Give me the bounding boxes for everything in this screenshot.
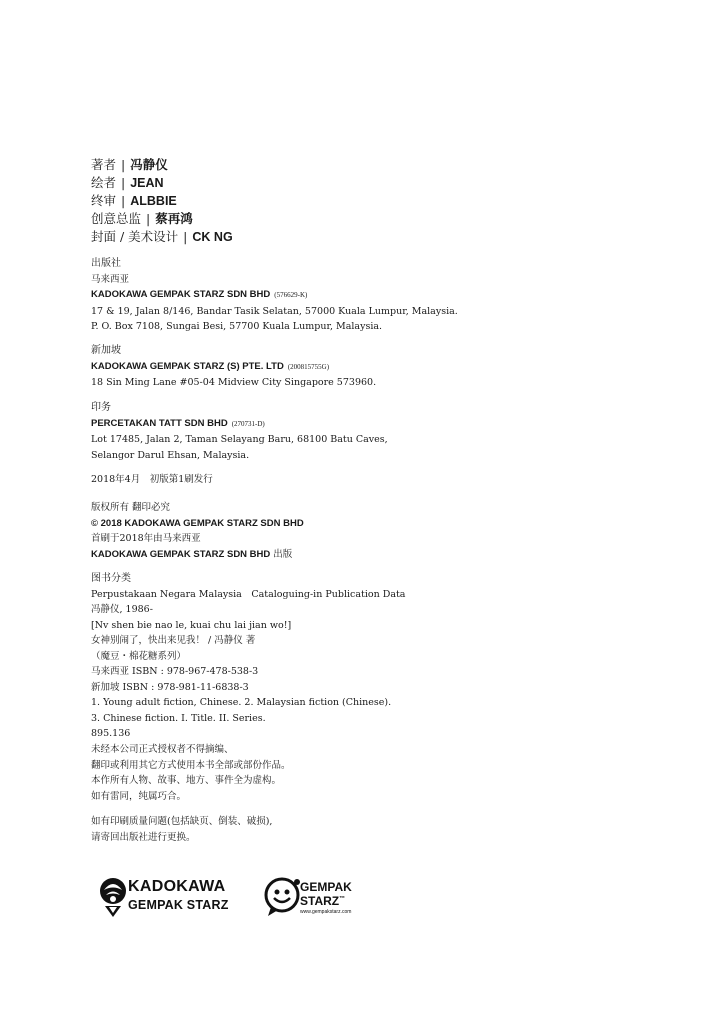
credit-value: CK NG: [192, 230, 233, 244]
quality-block: [91, 814, 272, 845]
printer-address-2: Selangor Darul Ehsan, Malaysia.: [91, 449, 250, 461]
credit-separator: |: [121, 193, 126, 208]
singapore-address: 18 Sin Ming Lane #05-04 Midview City Singapore 573960.: [91, 377, 377, 388]
publisher-company: KADOKAWA GEMPAK STARZ SDN BHD: [91, 289, 271, 300]
quality-line: 请寄回出版社进行更换。: [91, 831, 196, 843]
printer-heading: 印务: [91, 402, 111, 413]
catalog-heading: 图书分类: [91, 573, 131, 584]
singapore-heading: 新加坡: [91, 345, 121, 356]
edition-block: [91, 472, 213, 488]
edition-line: 2018年4月 初版第1刷发行: [91, 474, 213, 485]
catalog-line: 3. Chinese fiction. I. Title. II. Series.: [91, 712, 266, 724]
publisher-block: [91, 256, 458, 335]
notice-line: 本作所有人物、故事、地方、事件全为虚构。: [91, 775, 282, 786]
catalog-line: （魔豆・棉花糖系列）: [91, 650, 187, 662]
publisher-country: 马来西亚: [91, 273, 130, 285]
singapore-company-line: [91, 359, 376, 376]
printer-company: PERCETAKAN TATT SDN BHD: [91, 417, 228, 429]
gempak-starz-logo: [263, 876, 373, 920]
publisher-heading: 出版社: [91, 258, 121, 269]
catalog-line: 女神别闹了，快出来见我！ / 冯静仪 著: [91, 635, 256, 646]
printer-company-line: [91, 416, 388, 433]
catalog-line: 新加坡 ISBN : 978-981-11-6838-3: [91, 681, 249, 693]
credit-label: 创意总监: [91, 211, 142, 226]
printer-address-1: Lot 17485, Jalan 2, Taman Selayang Baru, 68100 Batu Caves,: [91, 434, 388, 445]
copyright-line-4: [91, 547, 304, 563]
credit-value: ALBBIE: [130, 194, 177, 208]
gempak-starz-wordmark: GEMPAK STARZ: [128, 898, 229, 912]
kadokawa-gempak-starz-logo: [98, 876, 248, 920]
credit-cover-design: [91, 228, 233, 246]
credit-label: 著者: [91, 157, 117, 172]
catalog-line: 1. Young adult fiction, Chinese. 2. Malaysian fiction (Chinese).: [91, 697, 392, 708]
credits-block: [91, 156, 233, 246]
kadokawa-wordmark: KADOKAWA: [128, 878, 226, 895]
credit-author: [91, 156, 233, 174]
printer-block: [91, 400, 388, 463]
credit-illustrator: [91, 174, 233, 192]
credit-separator: |: [121, 157, 126, 172]
credit-label: 封面 / 美术设计: [91, 229, 179, 244]
credit-creative-director: [91, 210, 233, 228]
starz-wordmark: STARZ: [300, 894, 340, 908]
notice-block: [91, 742, 291, 804]
notice-line: 未经本公司正式授权者不得摘编、: [91, 744, 234, 755]
singapore-reg-number: (200815755G): [287, 362, 330, 371]
trademark-symbol: ™: [339, 896, 346, 902]
copyright-line-1: 版权所有 翻印必究: [91, 502, 171, 513]
credit-label: 终审: [91, 193, 117, 208]
singapore-block: [91, 343, 376, 391]
copyright-publisher: KADOKAWA GEMPAK STARZ SDN BHD: [91, 548, 271, 560]
catalog-line: Perpustakaan Negara Malaysia Cataloguing-in Publication Data: [91, 588, 406, 600]
catalog-line: 冯静仪, 1986-: [91, 604, 153, 615]
notice-line: 如有雷同，纯属巧合。: [91, 790, 187, 802]
copyright-block: [91, 500, 304, 562]
catalog-line: 895.136: [91, 728, 131, 739]
singapore-company: KADOKAWA GEMPAK STARZ (S) PTE. LTD: [91, 360, 284, 372]
catalog-block: [91, 571, 405, 742]
publisher-company-line: [91, 287, 458, 304]
speech-bubble-face-icon: [263, 876, 301, 918]
copyright-line-2: © 2018 KADOKAWA GEMPAK STARZ SDN BHD: [91, 517, 304, 529]
notice-line: 翻印或利用其它方式使用本书全部或部份作品。: [91, 759, 291, 771]
publisher-address-1: 17 & 19, Jalan 8/146, Bandar Tasik Selatan, 57000 Kuala Lumpur, Malaysia.: [91, 305, 458, 317]
credit-separator: |: [183, 229, 188, 244]
catalog-line: 马来西亚 ISBN : 978-967-478-538-3: [91, 666, 259, 677]
publisher-reg-number: (576629-K): [274, 291, 308, 299]
credit-final-review: [91, 192, 233, 210]
copyright-line-3: 首刷于2018年由马来西亚: [91, 533, 201, 544]
credit-value: 蔡再鸿: [155, 212, 193, 226]
gempak-wordmark: GEMPAK: [300, 880, 352, 894]
starz-wordmark-line: [300, 894, 345, 908]
gempak-url: www.gempakstarz.com: [300, 909, 352, 915]
credit-value: 冯静仪: [130, 158, 168, 172]
credit-value: JEAN: [130, 176, 164, 190]
quality-line: 如有印刷质量问题(包括缺页、倒装、破损),: [91, 816, 273, 827]
credit-separator: |: [121, 175, 126, 190]
credit-separator: |: [146, 211, 151, 226]
copyright-publish-suffix: 出版: [270, 548, 293, 560]
kadokawa-emblem-icon: [98, 876, 130, 918]
catalog-line: [Nv shen bie nao le, kuai chu lai jian wo!]: [91, 619, 292, 631]
publisher-address-2: P. O. Box 7108, Sungai Besi, 57700 Kuala Lumpur, Malaysia.: [91, 321, 383, 332]
credit-label: 绘者: [91, 175, 117, 190]
printer-reg-number: (270731-D): [231, 419, 265, 428]
